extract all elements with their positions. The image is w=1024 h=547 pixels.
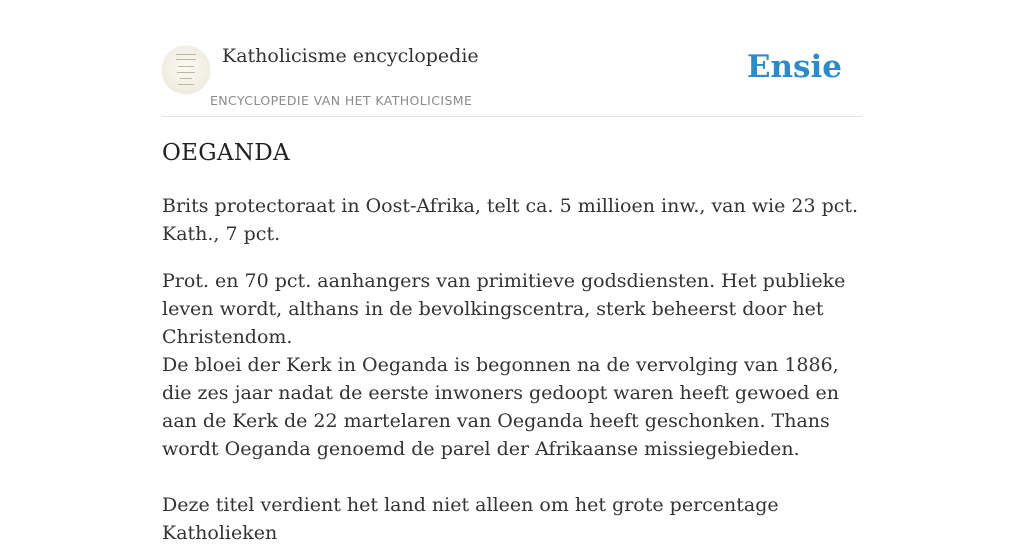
entry-title: OEGANDA: [162, 140, 290, 166]
article-paragraph: Prot. en 70 pct. aanhangers van primitieve godsdiensten. Het publieke leven wordt, althans in de bevolkingscentra, sterk beheerst door het Christendom.: [162, 270, 846, 348]
encyclopedia-cover-image[interactable]: [162, 46, 210, 94]
encyclopedia-subtitle: ENCYCLOPEDIE VAN HET KATHOLICISME: [210, 93, 473, 108]
site-header: [162, 0, 862, 117]
page: [162, 0, 862, 544]
ensie-logo-link[interactable]: Ensie: [746, 49, 842, 85]
article-paragraph: Brits protectoraat in Oost-Afrika, telt ca. 5 millioen inw., van wie 23 pct. Kath., 7 pct.: [162, 195, 859, 245]
encyclopedia-title[interactable]: Katholicisme encyclopedie: [222, 45, 479, 67]
article-paragraph: De bloei der Kerk in Oeganda is begonnen na de vervolging van 1886, die zes jaar nadat de eerste inwoners gedoopt waren heeft gewoed en aan de Kerk de 22 martelaren van Oeganda heeft geschonken. Thans wordt Oeganda genoemd de parel der Afrikaanse missiegebieden.: [162, 354, 839, 460]
article-paragraph: Deze titel verdient het land niet alleen om het grote percentage Katholieken: [162, 494, 779, 544]
